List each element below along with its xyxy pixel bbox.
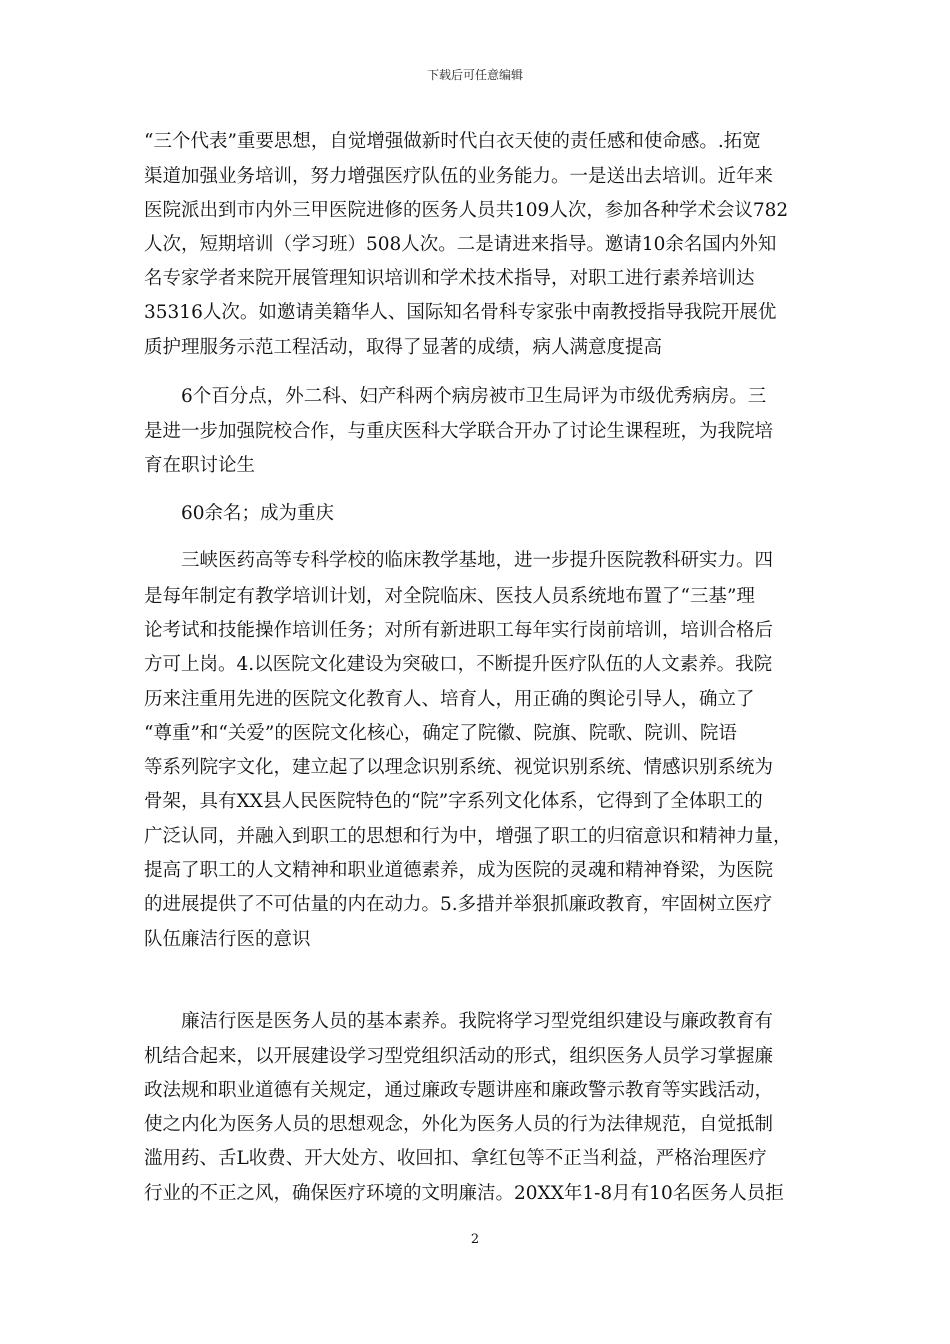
body-text-line: 提高了职工的人文精神和职业道德素养，成为医院的灵魂和精神脊梁，为医院 — [144, 860, 774, 881]
body-text-line: 廉洁行医是医务人员的基本素养。我院将学习型党组织建设与廉政教育有 — [181, 1011, 774, 1032]
body-text-line: 广泛认同，并融入到职工的思想和行为中，增强了职工的归宿意识和精神力量， — [144, 826, 792, 847]
body-text-line: 方可上岗。4.以医院文化建设为突破口，不断提升医疗队伍的人文素养。我院 — [144, 654, 773, 675]
body-text-line: 机结合起来，以开展建设学习型党组织活动的形式，组织医务人员学习掌握廉 — [144, 1046, 774, 1067]
page-number: 2 — [470, 1232, 480, 1247]
body-text-line: 论考试和技能操作培训任务；对所有新进职工每年实行岗前培训，培训合格后 — [144, 620, 774, 641]
body-text-line: 60余名；成为重庆 — [181, 503, 335, 524]
body-text-line: 滥用药、舌L收费、开大处方、收回扣、拿红包等不正当利益，严格治理医疗 — [144, 1148, 767, 1169]
body-text-line: 是每年制定有教学培训计划，对全院临床、医技人员系统地布置了“三基”理 — [144, 586, 755, 607]
body-text-line: 35316人次。如邀请美籍华人、国际知名骨科专家张中南教授指导我院开展优 — [144, 302, 777, 323]
body-text-line: “三个代表”重要思想，自觉增强做新时代白衣天使的责任感和使命感。.拓宽 — [144, 131, 761, 152]
body-text-line: 6个百分点，外二科、妇产科两个病房被市卫生局评为市级优秀病房。三 — [181, 386, 767, 407]
body-text-line: 是进一步加强院校合作，与重庆医科大学联合开办了讨论生课程班，为我院培 — [144, 421, 774, 442]
body-text-line: 三峡医药高等专科学校的临床教学基地，进一步提升医院教科研实力。四 — [181, 550, 774, 571]
body-text-line: 行业的不正之风，确保医疗环境的文明廉洁。20XX年1-8月有10名医务人员拒 — [144, 1183, 784, 1204]
body-text-line: 育在职讨论生 — [144, 455, 256, 476]
body-text-line: 等系列院字文化，建立起了以理念识别系统、视觉识别系统、情感识别系统为 — [144, 757, 774, 778]
body-text-line: 骨架，具有XX县人民医院特色的“院”字系列文化体系，它得到了全体职工的 — [144, 791, 763, 812]
body-text-line: 渠道加强业务培训，努力增强医疗队伍的业务能力。一是送出去培训。近年来 — [144, 166, 774, 187]
page-header: 下载后可任意编辑 — [426, 68, 523, 82]
body-text-line: 医院派出到市内外三甲医院进修的医务人员共109人次，参加各种学术会议782 — [144, 200, 789, 221]
body-text-line: 名专家学者来院开展管理知识培训和学术技术指导，对职工进行素养培训达 — [144, 268, 755, 289]
body-text-line: 队伍廉洁行医的意识 — [144, 929, 311, 950]
body-text-line: 政法规和职业道德有关规定，通过廉政专题讲座和廉政警示教育等实践活动， — [144, 1080, 774, 1101]
body-text-line: 使之内化为医务人员的思想观念，外化为医务人员的行为法律规范，自觉抵制 — [144, 1114, 774, 1135]
body-text-line: 质护理服务示范工程活动，取得了显著的成绩，病人满意度提高 — [144, 337, 663, 358]
body-text-line: 人次，短期培训（学习班）508人次。二是请进来指导。邀请10余名国内外知 — [144, 234, 777, 255]
body-text-line: 历来注重用先进的医院文化教育人、培育人，用正确的舆论引导人，确立了 — [144, 689, 755, 710]
body-text-line: “尊重”和“关爱”的医院文化核心，确定了院徽、院旗、院歌、院训、院语 — [144, 723, 737, 744]
body-text-line: 的进展提供了不可估量的内在动力。5.多措并举狠抓廉政教育，牢固树立医疗 — [144, 894, 773, 915]
